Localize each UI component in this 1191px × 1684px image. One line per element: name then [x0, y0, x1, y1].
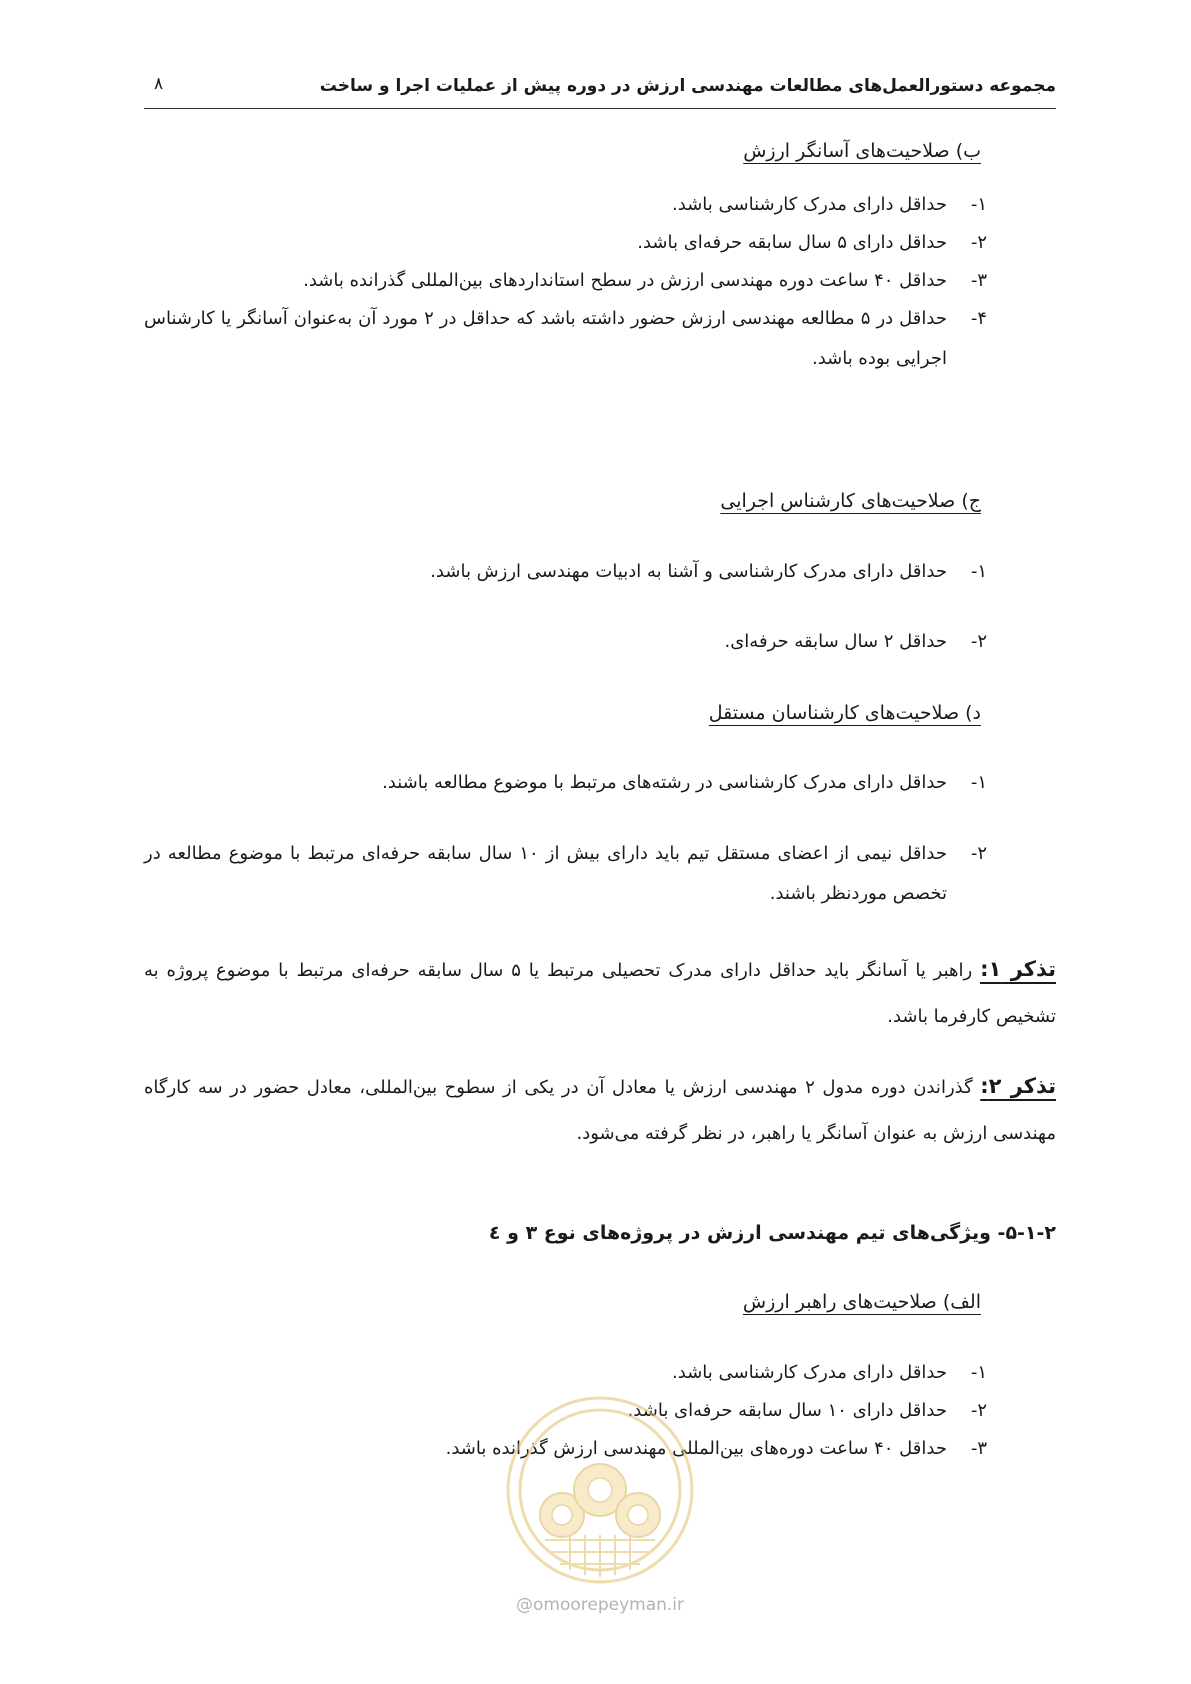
list-item-text: حداقل ۴۰ ساعت دوره‌های بین‌المللی مهندسی ارزش گذرانده باشد.: [445, 1438, 947, 1459]
list-item-text: حداقل ۴۰ ساعت دوره مهندسی ارزش در سطح استانداردهای بین‌المللی گذرانده باشد.: [303, 270, 947, 291]
list-item-text: حداقل در ۵ مطالعه مهندسی ارزش حضور داشته باشد که حداقل در ۲ مورد آن به‌عنوان آسانگر یا کارشناس اجرایی بوده باشد.: [144, 308, 947, 369]
note-text: راهبر یا آسانگر باید حداقل دارای مدرک تحصیلی مرتبط یا ۵ سال سابقه حرفه‌ای مرتبط با موضوع پروژه به تشخیص کارفرما باشد.: [144, 960, 1056, 1027]
note-text: گذراندن دوره مدول ۲ مهندسی ارزش یا معادل آن در یکی از سطوح بین‌المللی، معادل حضور در سه کارگاه مهندسی ارزش به عنوان آسانگر یا راهبر، در نظر گرفته می‌شود.: [144, 1077, 1056, 1144]
gear-seal-icon: [500, 1390, 700, 1590]
watermark-logo: [500, 1390, 700, 1590]
list-item-number: ۳-: [970, 1438, 987, 1459]
list-item: [430, 553, 987, 591]
list-item-text: حداقل دارای ۱۰ سال سابقه حرفه‌ای باشد.: [627, 1400, 947, 1421]
list-item-text: حداقل دارای مدرک کارشناسی باشد.: [672, 1362, 947, 1383]
list-item-number: ۲-: [970, 843, 987, 864]
list-item: [382, 764, 987, 802]
list-item-text: حداقل ۲ سال سابقه حرفه‌ای.: [724, 631, 947, 652]
list-item-number: ۱-: [970, 194, 987, 215]
list-item-number: ۱-: [970, 772, 987, 793]
list-item-number: ۲-: [970, 631, 987, 652]
section-j-heading: ج) صلاحیت‌های کارشناس اجرایی: [720, 490, 981, 512]
page-number: ۸: [154, 74, 164, 94]
note-label: تذکر ۱:: [980, 957, 1056, 981]
note-2: [144, 1063, 1056, 1157]
list-item: [672, 186, 987, 224]
list-item: [144, 834, 987, 914]
list-item: [672, 1354, 987, 1392]
list-item-number: ۳-: [970, 270, 987, 291]
list-item-text: حداقل نیمی از اعضای مستقل تیم باید دارای بیش از ۱۰ سال سابقه حرفه‌ای مرتبط با موضوع مطالعه در تخصص موردنظر باشند.: [144, 843, 948, 904]
list-item-text: حداقل دارای ۵ سال سابقه حرفه‌ای باشد.: [637, 232, 947, 253]
page-header: [144, 70, 1056, 109]
section-d-heading: د) صلاحیت‌های کارشناسان مستقل: [708, 702, 981, 724]
list-item-number: ۱-: [970, 1362, 987, 1383]
list-item-number: ۲-: [970, 232, 987, 253]
list-item-text: حداقل دارای مدرک کارشناسی و آشنا به ادبیات مهندسی ارزش باشد.: [430, 561, 947, 582]
note-1: [144, 946, 1056, 1040]
list-item: [144, 299, 987, 379]
note-label: تذکر ۲:: [980, 1074, 1056, 1098]
list-item: [724, 623, 987, 661]
section-title: ۵-۱-۲- ویژگی‌های تیم مهندسی ارزش در پروژه‌های نوع ۳ و ٤: [488, 1222, 1056, 1244]
list-item-number: ۲-: [970, 1400, 987, 1421]
list-item-number: ۱-: [970, 561, 987, 582]
list-item: [303, 262, 987, 300]
list-item-text: حداقل دارای مدرک کارشناسی در رشته‌های مرتبط با موضوع مطالعه باشند.: [382, 772, 947, 793]
list-item-number: ۴-: [970, 308, 987, 329]
list-item: [637, 224, 987, 262]
section-alef-heading: الف) صلاحیت‌های راهبر ارزش: [742, 1291, 981, 1313]
watermark-url: @omoorepeyman.ir: [515, 1595, 685, 1615]
section-b-heading: ب) صلاحیت‌های آسانگر ارزش: [743, 140, 981, 162]
document-title: مجموعه دستورالعمل‌های مطالعات مهندسی ارزش در دوره پیش از عملیات اجرا و ساخت: [319, 76, 1056, 96]
list-item-text: حداقل دارای مدرک کارشناسی باشد.: [672, 194, 947, 215]
